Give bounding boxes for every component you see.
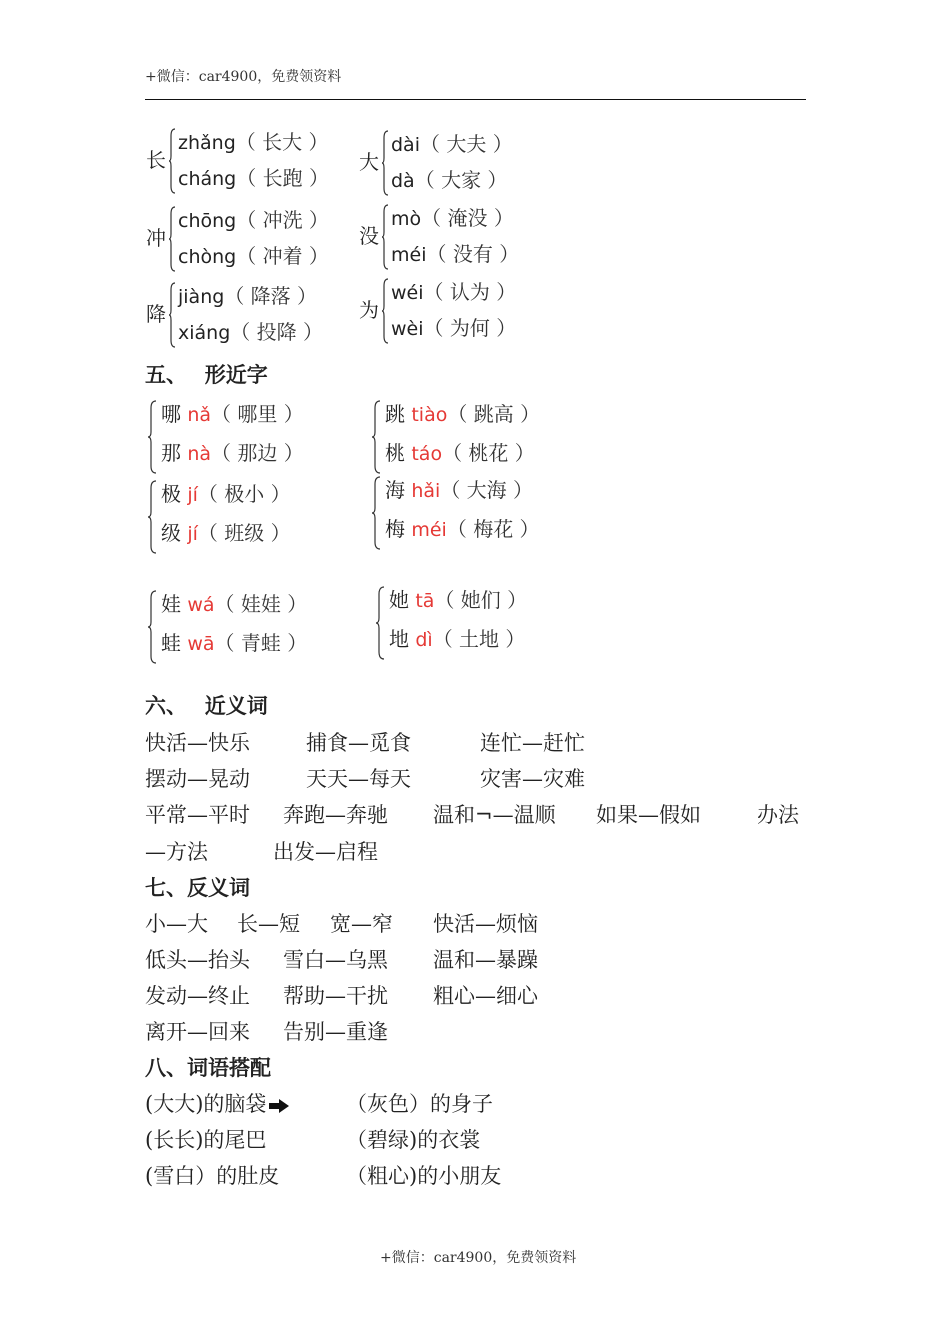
example-word: （ 娃娃 ） <box>214 592 308 616</box>
pinyin: tiào <box>411 404 448 426</box>
example-word: （ 长大 ） <box>235 130 329 154</box>
example-word: （ 极小 ） <box>197 482 291 506</box>
example-word: （ 她们 ） <box>434 588 528 612</box>
example-word: （ 那边 ） <box>211 441 304 465</box>
example-word: （ 大夫 ） <box>419 132 513 156</box>
word-pair: 告别—重逢 <box>283 1020 388 1044</box>
word-pair: 捕食—觅食 <box>306 731 411 755</box>
pinyin: dì <box>415 629 433 651</box>
pinyin: hǎi <box>411 480 441 502</box>
word-pair: 连忙—赶忙 <box>480 731 585 755</box>
character: 桃 <box>385 441 405 465</box>
example-word: （ 降落 ） <box>224 284 318 308</box>
similar-char-group <box>372 398 572 478</box>
example-word: （ 冲着 ） <box>236 244 329 268</box>
similar-char-group <box>372 474 572 554</box>
word-pair: 奔跑—奔驰 <box>283 803 388 827</box>
polyphone-char: 冲 <box>146 226 166 250</box>
section-title-antonyms: 七、反义词 <box>145 875 250 900</box>
word-pair: 平常—平时 <box>145 803 250 827</box>
collocation: （碧绿)的衣裳 <box>346 1128 481 1152</box>
polyphone-char: 降 <box>146 302 166 326</box>
pinyin: zhǎng <box>178 132 236 154</box>
word-pair: 宽—窄 <box>330 912 393 936</box>
pinyin: cháng <box>178 168 237 190</box>
collocation: (雪白）的肚皮 <box>145 1164 280 1188</box>
character: 海 <box>385 478 405 502</box>
word-pair: 快活—快乐 <box>145 731 250 755</box>
pinyin: táo <box>411 443 443 465</box>
polyphone-group <box>359 128 559 202</box>
example-word: （ 大家 ） <box>414 168 508 192</box>
example-word: （ 青蛙 ） <box>214 631 308 655</box>
character: 她 <box>389 588 409 612</box>
word-pair: 温和—暴躁 <box>433 948 538 972</box>
character: 地 <box>389 627 409 651</box>
example-word: （ 班级 ） <box>197 521 291 545</box>
similar-char-group <box>376 584 576 664</box>
similar-char-group <box>148 588 348 668</box>
polyphone-group <box>359 202 559 276</box>
pinyin: mò <box>391 208 422 230</box>
word-pair: 长—短 <box>237 912 300 936</box>
pinyin: wá <box>187 594 215 616</box>
character: 那 <box>161 441 181 465</box>
brace-icon <box>382 204 388 270</box>
similar-char-group <box>148 398 348 478</box>
character: 跳 <box>385 402 405 426</box>
character: 哪 <box>161 402 181 426</box>
brace-icon <box>169 206 175 272</box>
header-divider <box>145 99 806 100</box>
polyphone-char: 没 <box>359 224 379 248</box>
example-word: （ 梅花 ） <box>446 517 540 541</box>
example-word: （ 认为 ） <box>423 280 517 304</box>
word-pair: 低头—抬头 <box>145 948 250 972</box>
collocation: （灰色）的身子 <box>346 1092 493 1116</box>
pinyin: méi <box>411 519 447 541</box>
character: 蛙 <box>161 631 181 655</box>
word-pair: 灾害—灾难 <box>480 767 585 791</box>
polyphone-group <box>146 204 346 278</box>
collocation: （粗心)的小朋友 <box>346 1164 502 1188</box>
word-pair: 离开—回来 <box>145 1020 250 1044</box>
pinyin: nǎ <box>187 404 212 426</box>
polyphone-group <box>146 280 346 354</box>
example-word: （ 为何 ） <box>423 316 517 340</box>
example-word: （ 土地 ） <box>432 627 526 651</box>
pinyin: jiàng <box>178 286 225 308</box>
word-pair: —方法 <box>145 840 208 864</box>
example-word: （ 投降 ） <box>230 320 323 344</box>
section-title-similar-chars: 五、 形近字 <box>145 362 268 387</box>
similar-char-group <box>148 478 348 558</box>
example-word: （ 桃花 ） <box>442 441 535 465</box>
polyphone-char: 为 <box>359 298 379 322</box>
pinyin: nà <box>187 443 212 465</box>
example-word: （ 冲洗 ） <box>236 208 329 232</box>
brace-icon <box>148 480 156 554</box>
collocation-text: (大大)的脑袋 <box>145 1092 267 1116</box>
pinyin: jí <box>187 523 198 545</box>
example-word: （ 跳高 ） <box>447 402 541 426</box>
character: 梅 <box>385 517 405 541</box>
page-header: +微信：car4900，免费领资料 <box>145 69 342 85</box>
character: 级 <box>161 521 181 545</box>
brace-icon <box>372 400 380 474</box>
section-title-synonyms: 六、 近义词 <box>145 693 268 718</box>
pinyin: dà <box>391 170 415 192</box>
brace-icon <box>148 590 156 664</box>
brace-icon <box>382 278 388 344</box>
collocation <box>145 1088 290 1118</box>
pinyin: chòng <box>178 246 237 268</box>
character: 娃 <box>161 592 181 616</box>
polyphone-group <box>146 126 346 200</box>
brace-icon <box>169 282 175 348</box>
brace-icon <box>372 476 380 550</box>
word-pair: 帮助—干扰 <box>283 984 388 1008</box>
word-pair: 快活—烦恼 <box>433 912 538 936</box>
collocation: (长长)的尾巴 <box>145 1128 267 1152</box>
word-pair: 办法 <box>757 803 799 827</box>
pinyin: méi <box>391 244 427 266</box>
example-word: （ 没有 ） <box>426 242 520 266</box>
page-footer: +微信：car4900，免费领资料 <box>380 1250 577 1266</box>
polyphone-char: 长 <box>146 148 166 172</box>
pinyin: chōng <box>178 210 237 232</box>
word-pair: 粗心—细心 <box>433 984 538 1008</box>
brace-icon <box>148 400 156 474</box>
word-pair: 温和¬—温顺 <box>433 803 556 827</box>
word-pair: 小—大 <box>145 912 208 936</box>
word-pair: 摆动—晃动 <box>145 767 250 791</box>
example-word: （ 长跑 ） <box>236 166 329 190</box>
polyphone-group <box>359 276 559 350</box>
pinyin: tā <box>415 590 435 612</box>
arrow-right-icon <box>268 1098 290 1114</box>
pinyin: xiáng <box>178 322 231 344</box>
pinyin: wéi <box>391 282 424 304</box>
example-word: （ 哪里 ） <box>211 402 304 426</box>
word-pair: 出发—启程 <box>273 840 378 864</box>
section-title-collocations: 八、词语搭配 <box>145 1055 271 1080</box>
example-word: （ 淹没 ） <box>421 206 514 230</box>
character: 极 <box>161 482 181 506</box>
word-pair: 发动—终止 <box>145 984 250 1008</box>
polyphone-char: 大 <box>359 150 379 174</box>
pinyin: wā <box>187 633 215 655</box>
pinyin: wèi <box>391 318 424 340</box>
pinyin: jí <box>187 484 198 506</box>
example-word: （ 大海 ） <box>440 478 534 502</box>
word-pair: 雪白—乌黑 <box>283 948 388 972</box>
pinyin: dài <box>391 134 420 156</box>
brace-icon <box>382 130 388 196</box>
brace-icon <box>169 128 175 194</box>
brace-icon <box>376 586 384 660</box>
word-pair: 天天—每天 <box>306 767 411 791</box>
word-pair: 如果—假如 <box>596 803 701 827</box>
